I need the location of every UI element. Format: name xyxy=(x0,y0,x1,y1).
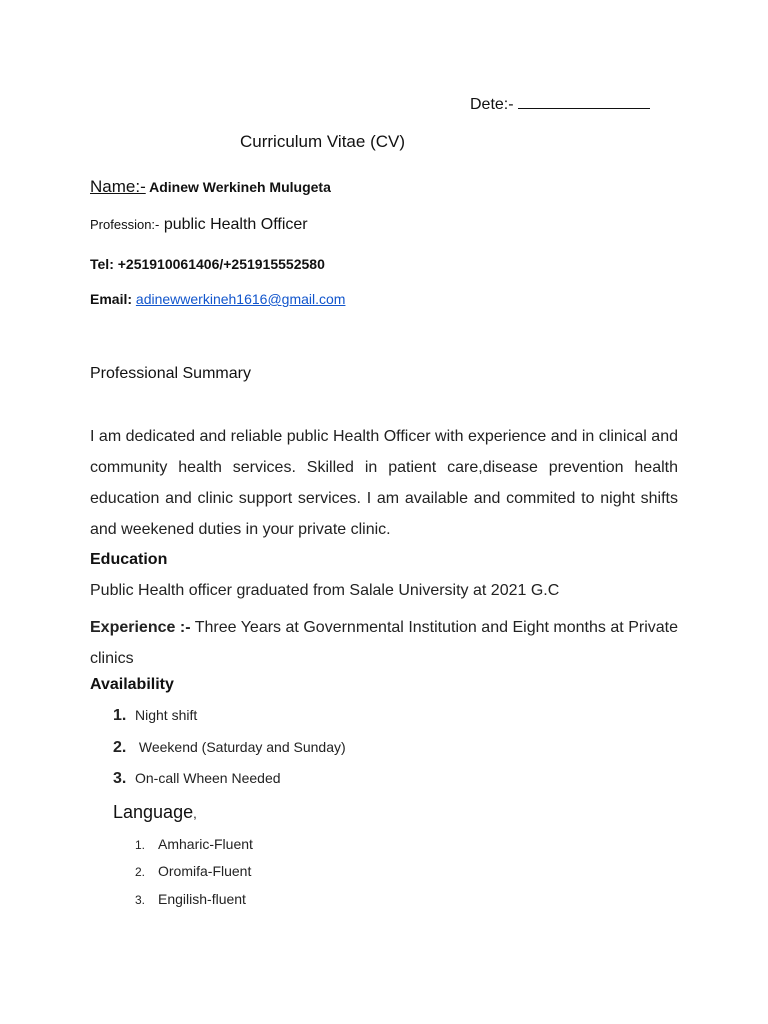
date-blank-line xyxy=(518,94,650,109)
list-number: 2. xyxy=(135,865,146,879)
summary-heading: Professional Summary xyxy=(90,365,251,382)
name-value: Adinew Werkineh Mulugeta xyxy=(145,179,331,195)
list-text: Weekend (Saturday and Sunday) xyxy=(135,739,346,755)
list-number: 3. xyxy=(113,770,127,787)
list-text: On-call Wheen Needed xyxy=(135,770,281,786)
telephone-line: Tel: +251910061406/+251915552580 xyxy=(90,256,325,272)
language-heading-text: Language xyxy=(113,802,194,822)
list-item xyxy=(113,739,346,757)
language-heading xyxy=(113,802,197,823)
list-number: 1. xyxy=(113,707,127,724)
list-text: Engilish-fluent xyxy=(158,891,246,907)
name-line xyxy=(90,177,331,197)
profession-label: Profession:- xyxy=(90,217,160,232)
list-text: Night shift xyxy=(135,707,198,723)
name-label: Name:- xyxy=(90,177,146,196)
list-number: 3. xyxy=(135,893,146,907)
list-number: 2. xyxy=(113,739,127,756)
summary-paragraph: I am dedicated and reliable public Health Officer with experience and in clinical and community health services. Skilled in patient care,disease prevention health education and clinic support services. I am available and commited to night shifts and weekened duties in your private clinic. xyxy=(90,428,678,538)
education-heading: Education xyxy=(90,551,168,568)
list-item xyxy=(113,770,281,788)
language-heading-comma: , xyxy=(193,806,197,821)
email-label: Email: xyxy=(90,291,133,307)
education-text: Public Health officer graduated from Salale University at 2021 G.C xyxy=(90,582,560,599)
profession-line xyxy=(90,216,308,234)
list-number: 1. xyxy=(135,838,146,852)
list-item xyxy=(113,707,197,725)
date-label: Dete:- xyxy=(470,96,514,113)
list-item xyxy=(135,891,246,907)
document-title: Curriculum Vitae (CV) xyxy=(240,132,406,151)
date-line xyxy=(470,94,650,114)
list-text: Oromifa-Fluent xyxy=(158,863,252,879)
availability-heading: Availability xyxy=(90,676,174,693)
experience-label: Experience :- xyxy=(90,619,191,636)
email-line xyxy=(90,291,345,307)
list-text: Amharic-Fluent xyxy=(158,836,253,852)
list-item xyxy=(135,836,253,852)
profession-value: public Health Officer xyxy=(159,216,308,233)
experience-text: Three Years at Governmental Institution and Eight months at Private clinics xyxy=(90,619,679,667)
email-link[interactable]: adinewwerkineh1616@gmail.com xyxy=(135,291,346,307)
experience-paragraph xyxy=(90,612,678,674)
list-item xyxy=(135,863,251,879)
